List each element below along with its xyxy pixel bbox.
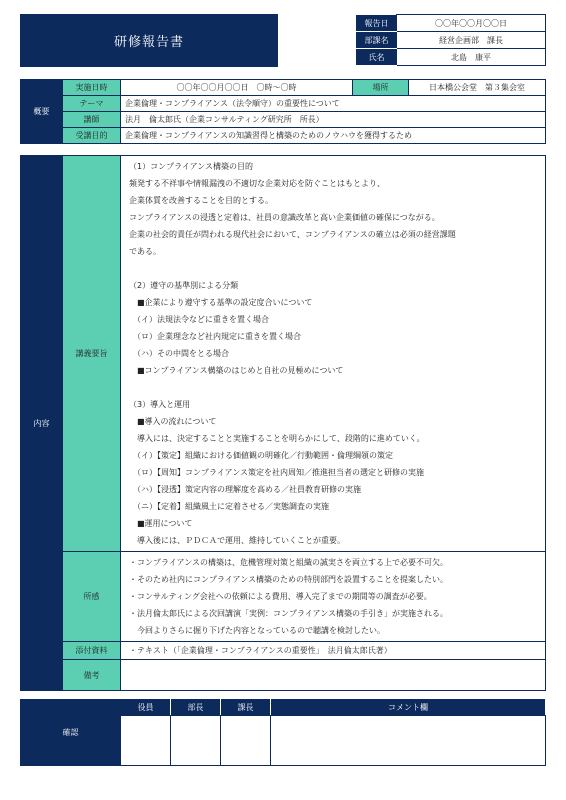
text-line: 企業の社会的責任が問われる現代社会において、コンプライアンスの確立は必須の経営課題 [129,230,456,239]
text-line: ・そのため社内にコンプライアンス構築のための特別部門を設置することを提案したい。 [129,575,448,584]
manager-stamp-cell[interactable] [171,716,221,766]
remarks-value[interactable] [121,660,546,691]
attachment-value[interactable]: ・テキスト（「企業倫理・コンプライアンスの重要性」 法月倫太郎氏著） [121,642,546,660]
text-line: （ロ）企業理念など社内規定に重きを置く場合 [129,332,301,341]
remarks-label: 備考 [63,660,121,691]
content-row-impression [21,552,546,642]
text-line: ■企業により遵守する基準の設定度合いについて [129,298,313,307]
place-label: 場所 [353,80,409,96]
lecture-summary-label: 講義要旨 [63,156,121,552]
overview-table [20,79,546,144]
overview-row-theme [21,96,546,112]
text-line [129,260,537,277]
text-line: 企業体質を改善することを目的とする。 [129,196,273,205]
text-line: 頻発する不祥事や情報漏洩の不適切な企業対応を防ぐことはもとより、 [129,179,385,188]
text-line: （イ）【策定】組織における価値観の明確化／行動範囲・倫理綱領の策定 [129,451,393,460]
confirmation-table [20,699,546,766]
date-value[interactable]: 〇〇年〇〇月〇〇日 〇時～〇時 [121,80,353,96]
officer-stamp-cell[interactable] [121,716,171,766]
content-table [20,155,546,691]
theme-label: テーマ [63,96,121,112]
report-title: 研修報告書 [20,14,278,67]
content-row-lecture [21,156,546,552]
lecturer-value[interactable]: 法月 倫太郎氏（企業コンサルティング研究所 所長） [121,112,546,128]
lecture-summary-text[interactable] [121,156,546,552]
text-line: ・コンプライアンスの構築は、危機管理対策と組織の誠実さを両立する上で必要不可欠。 [129,558,448,567]
lecturer-label: 講師 [63,112,121,128]
content-row-remarks [21,660,546,691]
text-line: ■導入の流れについて [129,417,217,426]
purpose-label: 受講目的 [63,128,121,144]
theme-value[interactable]: 企業倫理・コンプライアンス（法令順守）の重要性について [121,96,546,112]
meta-label: 部課名 [357,32,397,49]
text-line [129,379,537,396]
overview-section-label: 概要 [21,80,63,144]
place-value[interactable]: 日本橋公会堂 第３集会室 [409,80,546,96]
text-line: 今回よりさらに掘り下げた内容となっているので聴講を検討したい。 [129,626,385,635]
text-line: ■コンプライアンス構築のはじめと自社の見極めについて [129,366,344,375]
manager-header: 部長 [171,700,221,716]
content-section-label: 内容 [21,156,63,691]
confirm-section-label: 確認 [21,700,121,766]
text-line: コンプライアンスの浸透と定着は、社員の意識改革と高い企業価値の確保につながる。 [129,213,440,222]
meta-value[interactable]: 経営企画部 課長 [397,32,546,49]
text-line: （ニ）【定着】組織風土に定着させる／実態調査の実施 [129,502,329,511]
text-line: 導入後には、ＰＤＣＡで運用、維持していくことが重要。 [129,536,345,545]
text-line: 導入には、決定することと実施することを明らかにして、段階的に進めていく。 [129,434,425,443]
attachment-label: 添付資料 [63,642,121,660]
text-line: （ロ）【周知】コンプライアンス策定を社内周知／推進担当者の選定と研修の実施 [129,468,424,477]
overview-row-purpose [21,128,546,144]
overview-row-lecturer [21,112,546,128]
impression-label: 所感 [63,552,121,642]
meta-row-name [357,49,546,66]
comment-header: コメント欄 [271,700,546,716]
text-line: （イ）法規法令などに重きを置く場合 [129,315,269,324]
meta-table [356,14,546,66]
meta-label: 氏名 [357,49,397,66]
text-line: （ハ）【浸透】策定内容の理解度を高める／社員教育研修の実施 [129,485,361,494]
meta-value[interactable]: 北島 康平 [397,49,546,66]
officer-header: 役員 [121,700,171,716]
section-chief-header: 課長 [221,700,271,716]
text-line: である。 [129,247,161,256]
meta-row-date [357,15,546,32]
impression-text[interactable] [121,552,546,642]
meta-row-department [357,32,546,49]
text-line: ■運用について [129,519,193,528]
meta-label: 報告日 [357,15,397,32]
text-line: （3）導入と運用 [129,400,191,409]
text-line: （ハ）その中間をとる場合 [129,349,229,358]
overview-row-date [21,80,546,96]
text-line: （1）コンプライアンス構築の目的 [129,162,254,171]
text-line: ・法月倫太郎氏による次回講演「実例：コンプライアンス構築の手引き」が実施される。 [129,609,448,618]
content-row-attachment [21,642,546,660]
section-chief-stamp-cell[interactable] [221,716,271,766]
meta-value[interactable]: 〇〇年〇〇月〇〇日 [397,15,546,32]
date-label: 実施日時 [63,80,121,96]
comment-cell[interactable] [271,716,546,766]
text-line: ・コンサルティング会社への依頼による費用、導入完了までの期間等の調査が必要。 [129,592,432,601]
purpose-value[interactable]: 企業倫理・コンプライアンスの知識習得と構築のためのノウハウを獲得するため [121,128,546,144]
confirm-header-row [21,700,546,716]
text-line: （2）遵守の基準別による分類 [129,281,239,290]
